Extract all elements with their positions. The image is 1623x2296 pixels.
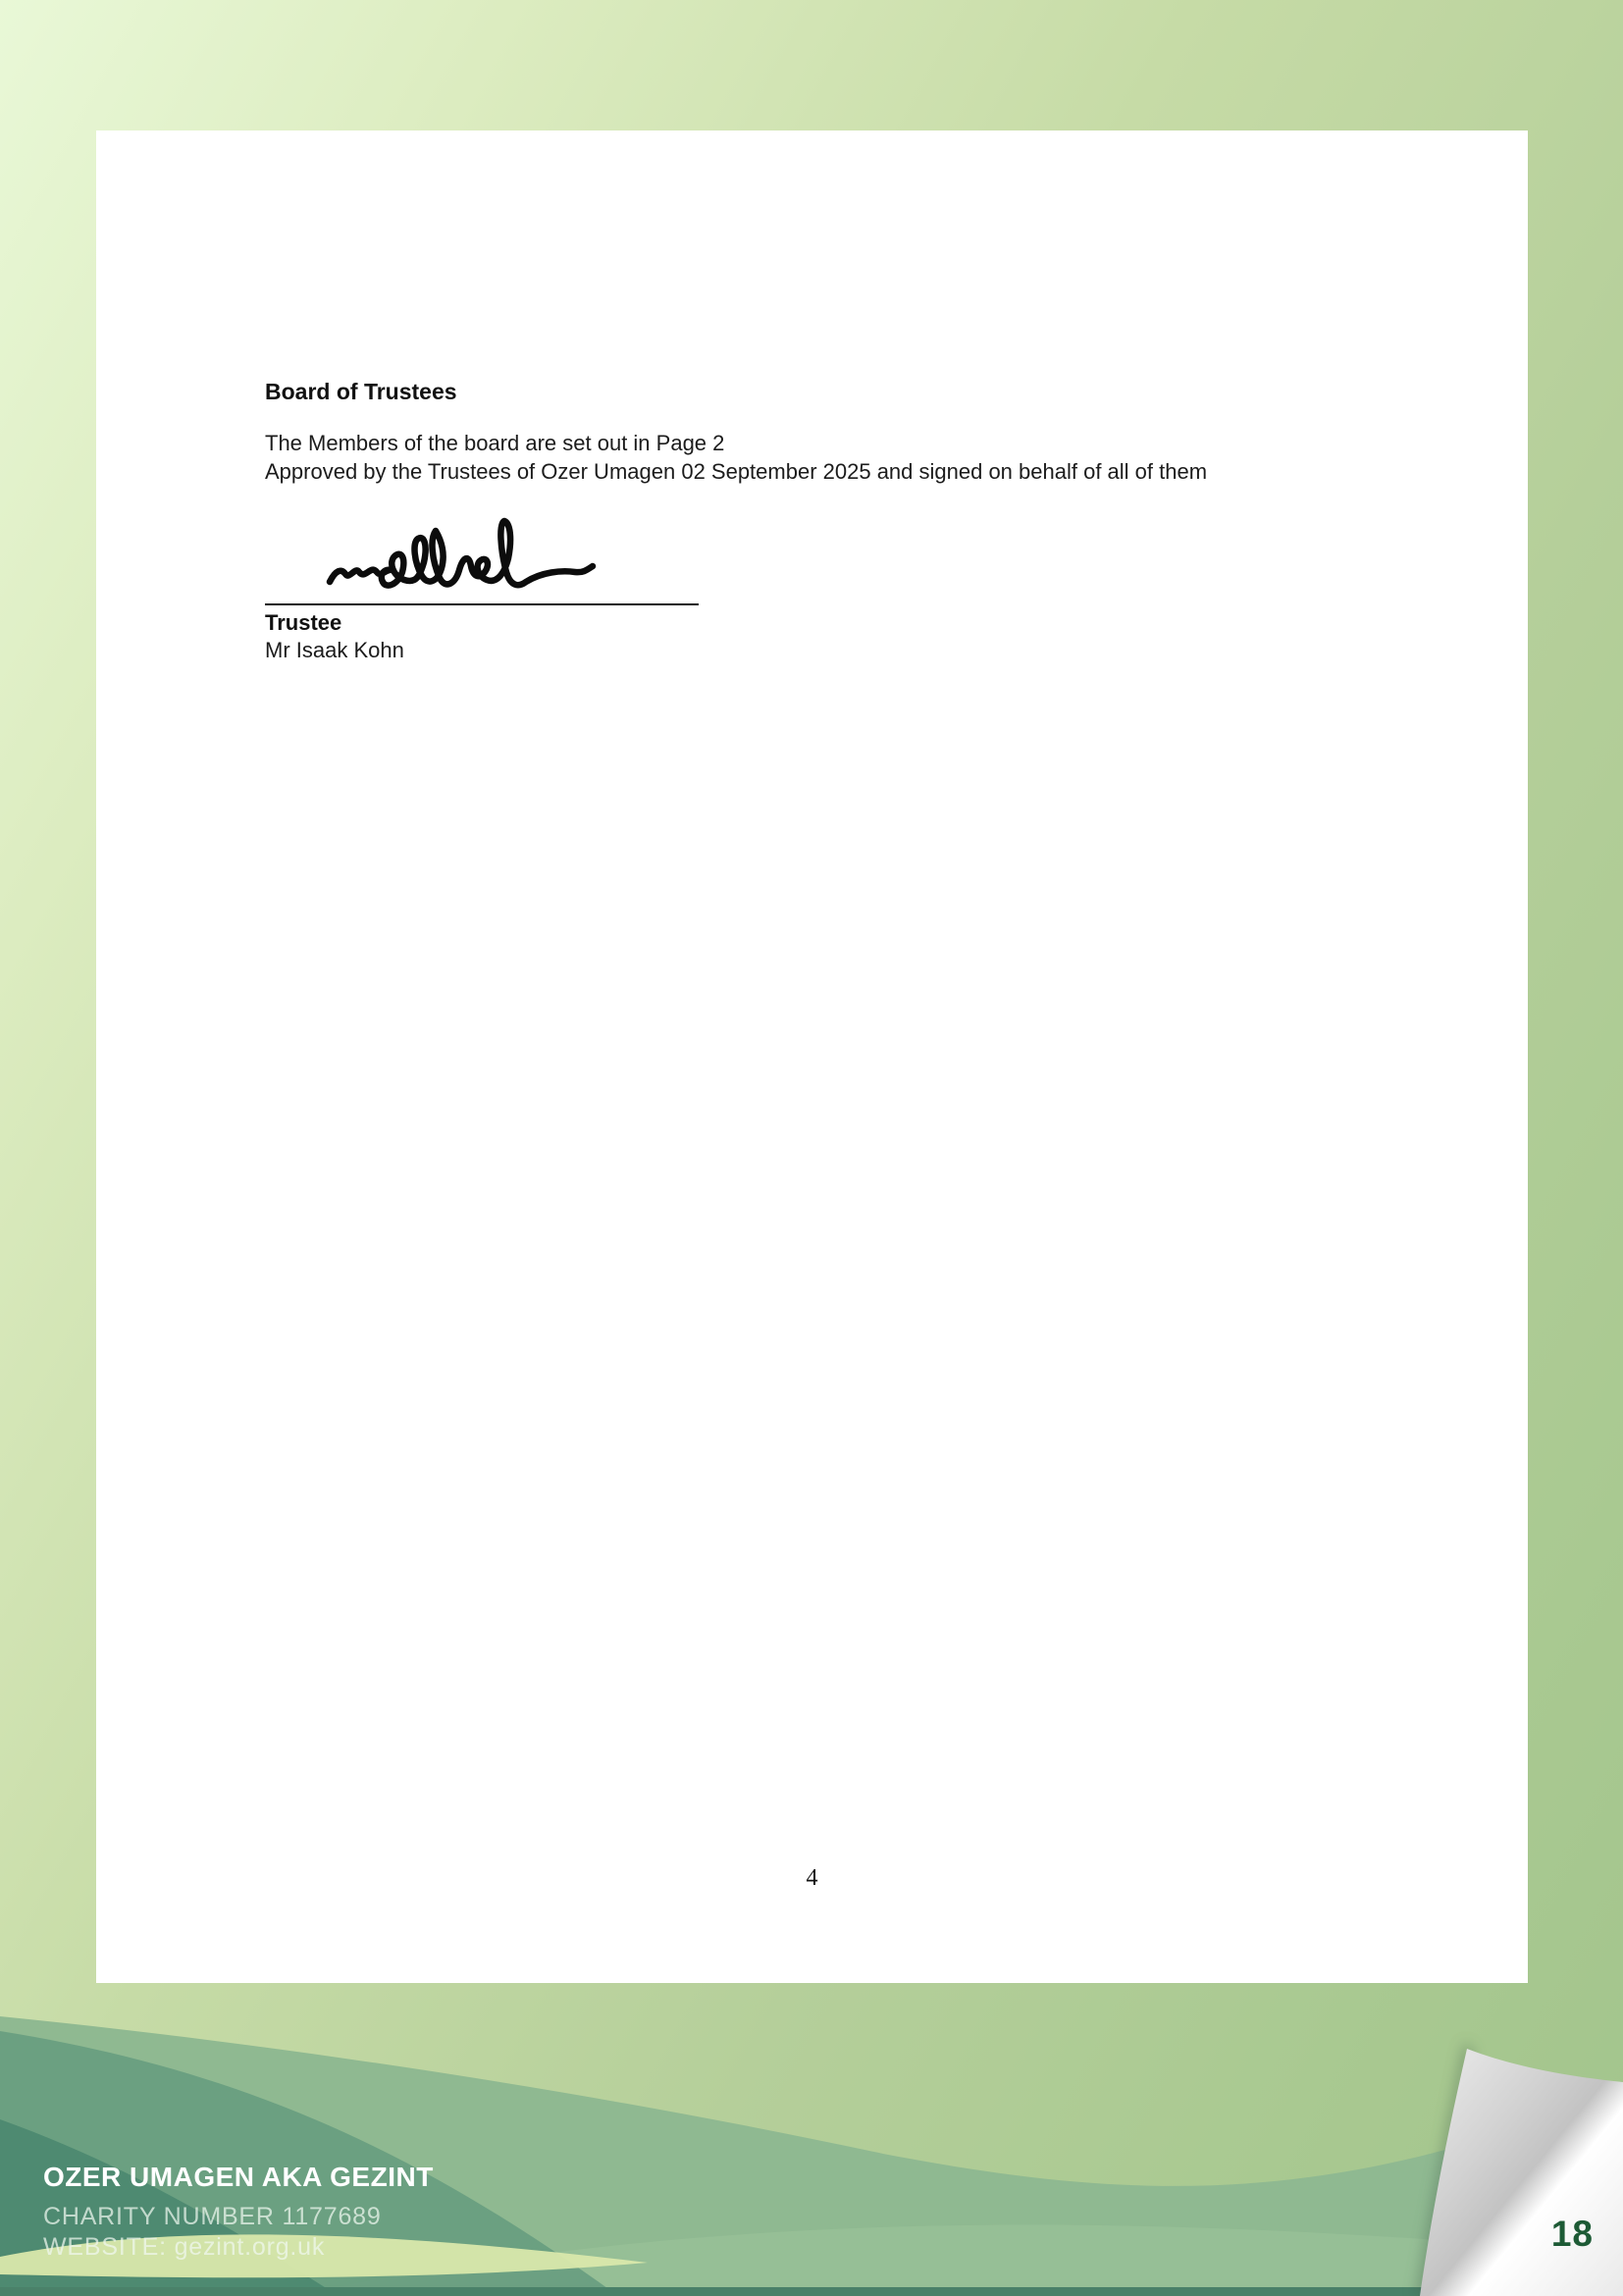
report-page-number: 18 [1550,2214,1594,2254]
website-line: WEBSITE: gezint.org.uk [43,2233,326,2261]
signature-image [322,511,606,601]
approval-paragraph: Approved by the Trustees of Ozer Umagen 02 September 2025 and signed on behalf of all of them [265,459,1208,484]
signatory-role: Trustee [265,610,342,635]
signature-scrawl-icon [322,511,606,601]
section-heading: Board of Trustees [265,379,457,404]
document-sheet [96,130,1528,1983]
members-paragraph: The Members of the board are set out in Page 2 [265,431,725,455]
document-content [265,378,1354,664]
signature-line [265,603,699,605]
signatory-name: Mr Isaak Kohn [265,638,404,662]
document-page-number: 4 [806,1865,818,1891]
charity-number: CHARITY NUMBER 1177689 [43,2203,382,2230]
footer-info [43,2161,434,2263]
page-curl [1358,2016,1623,2296]
organisation-name: OZER UMAGEN AKA GEZINT [43,2162,434,2192]
